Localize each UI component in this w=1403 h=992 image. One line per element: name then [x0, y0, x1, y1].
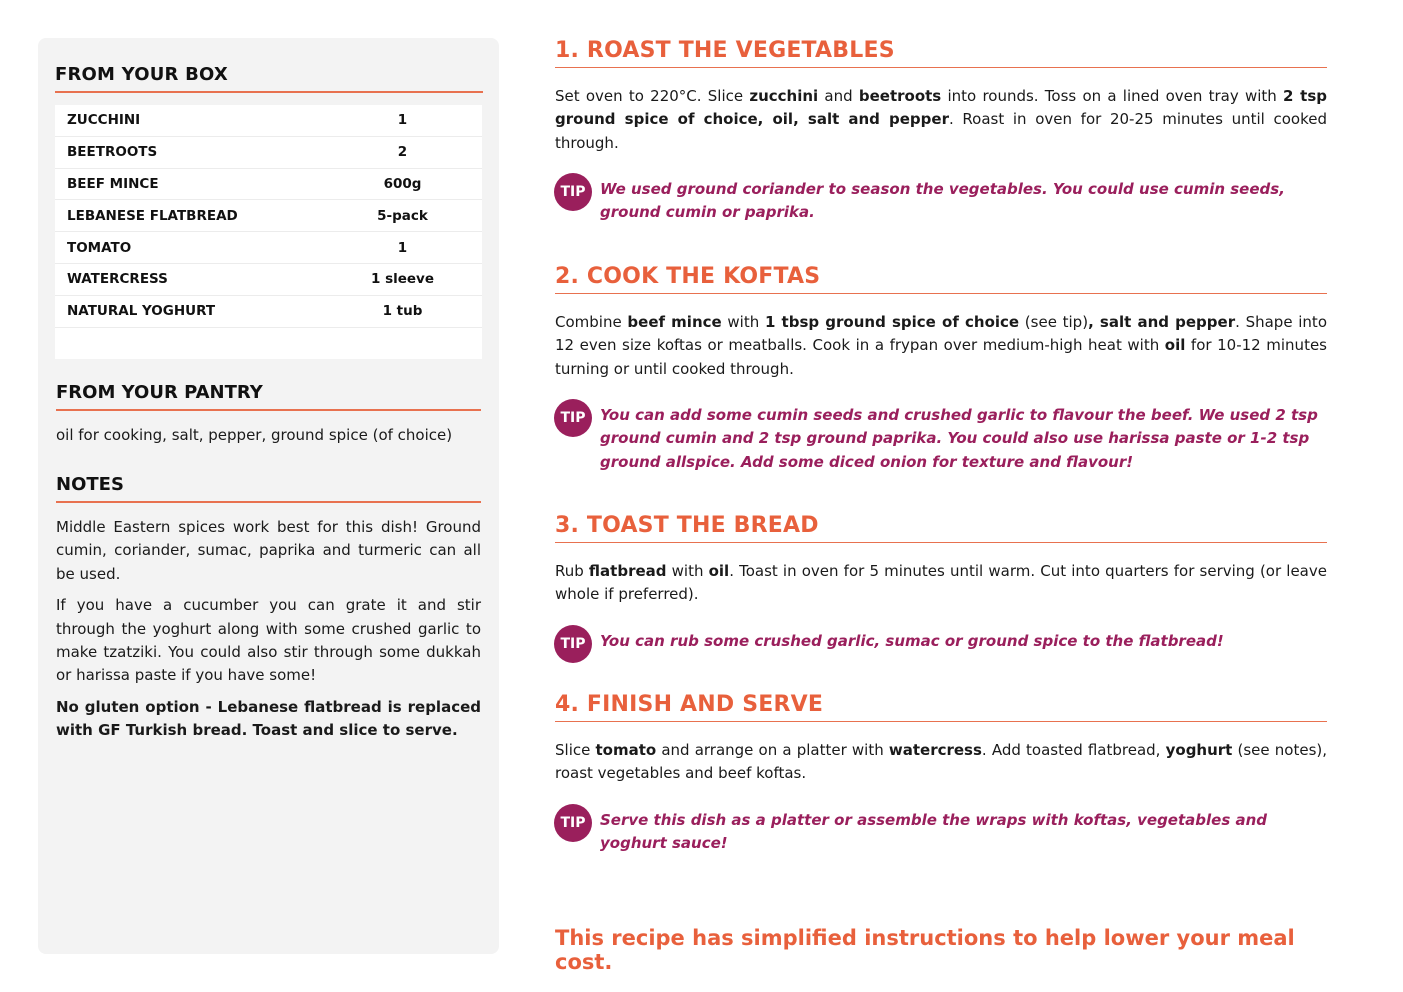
table-row	[55, 296, 482, 328]
note-paragraph: If you have a cucumber you can grate it and stir through the yoghurt along with some crushed garlic to make tzatziki. You could also stir through some dukkah or harissa paste if you have some!	[56, 596, 481, 685]
note-paragraph: Middle Eastern spices work best for this dish! Ground cumin, coriander, sumac, paprika and turmeric can all be used.	[56, 518, 481, 583]
bold-ingredient: zucchini	[749, 87, 819, 105]
step-3-title: 3. TOAST THE BREAD	[555, 513, 1327, 543]
step-4-tip	[554, 809, 1326, 856]
step-4-title: 4. FINISH AND SERVE	[555, 692, 1327, 722]
tip-text: We used ground coriander to season the vegetables. You could use cumin seeds, ground cumin or paprika.	[600, 180, 1285, 222]
step-3-tip	[554, 630, 1326, 663]
ingredient-name: BEETROOTS	[67, 144, 158, 161]
bold-ingredient: beef mince	[627, 313, 722, 331]
from-your-box-title: FROM YOUR BOX	[55, 64, 483, 93]
tip-text: You can add some cumin seeds and crushed garlic to flavour the beef. We used 2 tsp ground cumin and 2 tsp ground paprika. You could also use harissa paste or 1-2 tsp ground allspice. Add some diced onion for texture and flavour!	[600, 406, 1318, 471]
bold-ingredient: beetroots	[858, 87, 942, 105]
tip-badge: TIP	[554, 399, 592, 437]
tip-badge: TIP	[554, 625, 592, 663]
from-your-pantry-title: FROM YOUR PANTRY	[56, 382, 481, 411]
ingredient-name: ZUCCHINI	[67, 112, 141, 129]
table-row	[55, 169, 482, 201]
ingredient-qty: 2	[397, 144, 408, 161]
tip-text: You can rub some crushed garlic, sumac or ground spice to the flatbread!	[600, 632, 1224, 650]
ingredient-name: NATURAL YOGHURT	[67, 303, 216, 320]
tip-badge: TIP	[554, 173, 592, 211]
notes-title: NOTES	[56, 474, 481, 503]
ingredients-panel	[38, 38, 499, 954]
step-4-body: Slice tomato and arrange on a platter with watercress. Add toasted flatbread, yoghurt (see notes), roast vegetables and beef koftas.	[555, 741, 1328, 783]
step-2-body: Combine beef mince with 1 tbsp ground spice of choice (see tip), salt and pepper. Shape into 12 even size koftas or meatballs. Cook in a frypan over medium-high heat with oil for 10-12 minutes turning or until cooked through.	[555, 313, 1327, 378]
tip-text: Serve this dish as a platter or assemble the wraps with koftas, vegetables and yoghurt sauce!	[600, 811, 1268, 853]
bold-ingredient: oil	[1164, 336, 1186, 355]
ingredient-qty: 5-pack	[377, 207, 428, 224]
table-row	[55, 105, 482, 137]
ingredient-qty: 600g	[383, 175, 422, 192]
bold-ingredient: , salt and pepper	[1088, 313, 1236, 331]
bold-ingredient: 1 tbsp ground spice of choice	[764, 313, 1020, 331]
table-row	[55, 232, 482, 264]
ingredient-name: WATERCRESS	[67, 271, 168, 288]
step-3-body: Rub flatbread with oil. Toast in oven for 5 minutes until warm. Cut into quarters for serving (or leave whole if preferred).	[555, 562, 1327, 604]
gluten-free-note: No gluten option - Lebanese flatbread is replaced with GF Turkish bread. Toast and slice to serve.	[56, 697, 481, 740]
bold-ingredient: 2 tsp ground spice of choice, oil, salt and pepper	[555, 87, 1328, 129]
step-1-body: Set oven to 220°C. Slice zucchini and beetroots into rounds. Toss on a lined oven tray with 2 tsp ground spice of choice, oil, salt and pepper. Roast in oven for 20-25 minutes until cooked through.	[555, 87, 1328, 152]
step-1-title: 1. ROAST THE VEGETABLES	[555, 38, 1327, 68]
footer-note: This recipe has simplified instructions to help lower your meal cost.	[555, 926, 1295, 974]
ingredient-qty: 1	[397, 239, 408, 256]
tip-badge: TIP	[554, 804, 592, 842]
ingredient-qty: 1 sleeve	[370, 271, 435, 288]
bold-ingredient: tomato	[595, 741, 657, 759]
step-1-tip	[554, 178, 1326, 225]
ingredient-name: LEBANESE FLATBREAD	[67, 207, 238, 224]
ingredient-qty: 1	[397, 112, 408, 129]
step-2-title: 2. COOK THE KOFTAS	[555, 264, 1327, 294]
ingredients-table	[55, 105, 482, 359]
step-2-tip	[554, 404, 1326, 474]
bold-ingredient: oil	[708, 562, 730, 580]
table-row	[55, 200, 482, 232]
pantry-items: oil for cooking, salt, pepper, ground spice (of choice)	[56, 426, 453, 444]
bold-ingredient: flatbread	[588, 562, 667, 580]
notes-body	[56, 516, 481, 751]
table-row	[55, 137, 482, 169]
ingredient-name: TOMATO	[67, 239, 132, 256]
table-row	[55, 264, 482, 296]
ingredient-qty: 1 tub	[382, 303, 423, 320]
ingredient-name: BEEF MINCE	[67, 175, 159, 192]
bold-ingredient: yoghurt	[1165, 741, 1233, 759]
bold-ingredient: watercress	[888, 741, 982, 759]
